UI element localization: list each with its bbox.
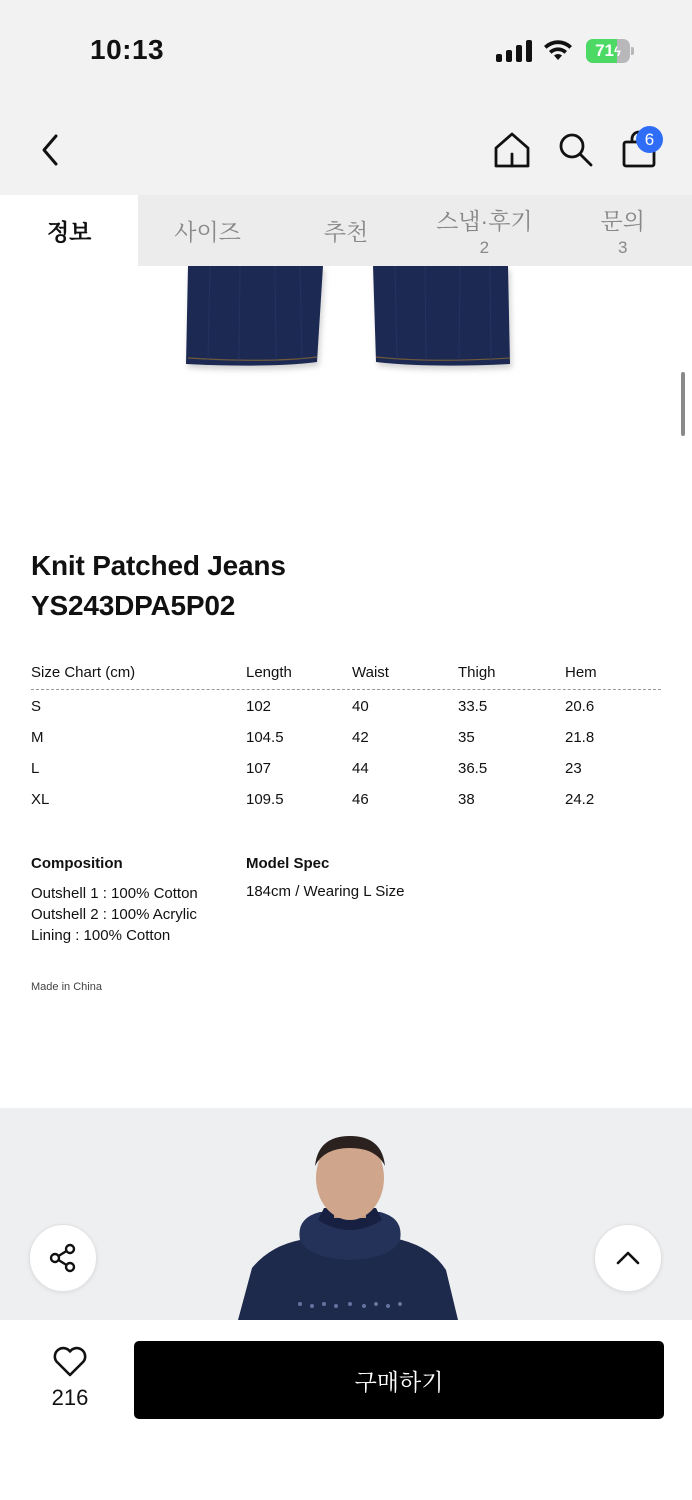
table-cell: L: [31, 760, 40, 777]
table-row: [31, 752, 661, 783]
product-tabs: [0, 195, 692, 266]
scrollbar[interactable]: [681, 372, 685, 436]
model-photo-illustration: [0, 1108, 692, 1320]
table-cell: 33.5: [458, 698, 488, 715]
table-row: [31, 783, 661, 814]
charging-bolt-icon: ϟ: [614, 44, 621, 59]
composition-line: Lining : 100% Cotton: [31, 927, 171, 944]
tab-recommend[interactable]: [277, 195, 415, 266]
battery-level: 71: [595, 41, 615, 60]
table-cell: 20.6: [565, 698, 595, 715]
tab-snap-review[interactable]: [415, 195, 553, 266]
cellular-signal-icon: [496, 40, 532, 62]
table-cell: 35: [458, 729, 475, 746]
tab-label: 사이즈: [174, 219, 241, 245]
chevron-up-icon: [613, 1243, 643, 1273]
wifi-icon: [542, 38, 574, 62]
table-cell: 40: [352, 698, 369, 715]
column-header: Size Chart (cm): [31, 664, 136, 681]
status-time: 10:13: [90, 34, 165, 65]
tab-info[interactable]: [0, 195, 138, 266]
share-icon: [46, 1241, 80, 1275]
composition-title: Composition: [31, 855, 123, 872]
table-cell: 24.2: [565, 791, 595, 808]
tab-inquiry[interactable]: [554, 195, 692, 266]
tab-count: 2: [479, 238, 490, 257]
cart-count-badge: 6: [636, 126, 663, 153]
table-cell: 23: [565, 760, 582, 777]
tab-label: 정보: [46, 219, 92, 245]
size-chart-table: [31, 664, 661, 814]
table-cell: 44: [352, 760, 369, 777]
model-spec-text: 184cm / Wearing L Size: [246, 883, 405, 900]
model-spec-title: Model Spec: [246, 855, 330, 872]
table-row: [31, 690, 661, 721]
column-header: Thigh: [458, 664, 496, 681]
battery-indicator: [586, 39, 634, 63]
tab-size[interactable]: [138, 195, 276, 266]
table-cell: 109.5: [246, 791, 284, 808]
top-header: [0, 0, 692, 195]
tab-label: 문의: [600, 208, 645, 234]
composition-list: [31, 883, 198, 946]
composition-line: Outshell 1 : 100% Cotton: [31, 885, 198, 902]
product-name: Knit Patched Jeans: [31, 550, 286, 581]
back-arrow-icon[interactable]: [34, 130, 68, 170]
table-cell: 102: [246, 698, 272, 715]
composition-line: Outshell 2 : 100% Acrylic: [31, 906, 197, 923]
scroll-to-top-button[interactable]: [594, 1224, 662, 1292]
table-cell: S: [31, 698, 42, 715]
table-cell: 36.5: [458, 760, 488, 777]
tab-count: 3: [618, 238, 628, 257]
column-header: Waist: [352, 664, 389, 681]
size-chart-header: [31, 664, 661, 690]
tab-label: 스냅·후기: [436, 208, 533, 234]
model-photo: [0, 1108, 692, 1320]
table-row: [31, 721, 661, 752]
tab-label: 추천: [323, 219, 369, 245]
heart-icon[interactable]: [52, 1346, 88, 1378]
table-cell: 21.8: [565, 729, 595, 746]
like-count: 216: [51, 1385, 89, 1410]
table-cell: 42: [352, 729, 369, 746]
column-header: Length: [246, 664, 292, 681]
table-cell: 38: [458, 791, 475, 808]
table-cell: 107: [246, 760, 272, 777]
product-code: YS243DPA5P02: [31, 590, 236, 621]
table-cell: 104.5: [246, 729, 284, 746]
table-cell: XL: [31, 791, 50, 808]
buy-button[interactable]: 구매하기: [134, 1341, 664, 1419]
share-button[interactable]: [29, 1224, 97, 1292]
table-cell: 46: [352, 791, 369, 808]
table-cell: M: [31, 729, 44, 746]
column-header: Hem: [565, 664, 597, 681]
product-image-jeans: [180, 266, 520, 376]
search-icon[interactable]: [556, 130, 596, 170]
home-icon[interactable]: [492, 130, 532, 170]
made-in-label: Made in China: [31, 981, 102, 993]
